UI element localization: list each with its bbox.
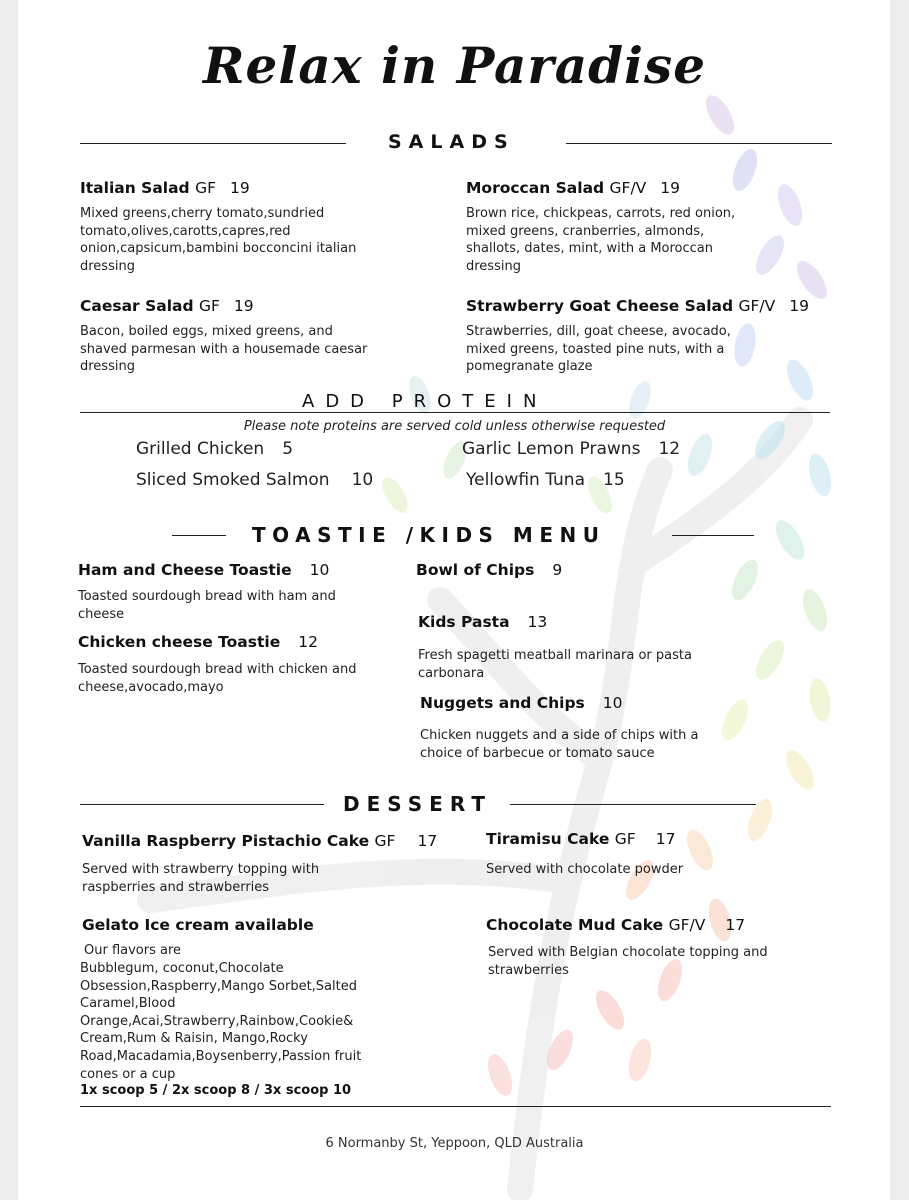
footer-address: 6 Normanby St, Yeppoon, QLD Australia [325,1136,584,1151]
protein-item: Garlic Lemon Prawns 12 [462,439,681,459]
menu-item-description: Fresh spagetti meatball marinara or pasta carbonara [418,648,692,681]
menu-item-description: Mixed greens,cherry tomato,sundried tomato,olives,carotts,capres,red onion,capsicum,bambini bocconcini italian dressing [80,206,357,274]
gelato-intro: Our flavors are [84,943,182,958]
divider-line [172,535,226,536]
menu-item-description: Toasted sourdough bread with ham and cheese [78,589,336,622]
menu-item-name: Chocolate Mud Cake GF/V 17 [486,916,746,934]
divider-line [566,143,832,144]
toastie-kids-heading: TOASTIE /KIDS MENU [252,523,606,547]
gelato-heading: Gelato Ice cream available [82,916,314,934]
menu-item-name: Kids Pasta 13 [418,613,548,631]
menu-item-name: Bowl of Chips 9 [416,561,563,579]
gelato-scoop-prices: 1x scoop 5 / 2x scoop 8 / 3x scoop 10 [80,1083,352,1098]
divider-line [510,804,756,805]
gelato-flavors: Bubblegum, coconut,Chocolate Obsession,Raspberry,Mango Sorbet,Salted Caramel,Blood Orange,Acai,Strawberry,Rainbow,Cookie& Cream,Rum & Raisin, Mango,Rocky Road,Macadamia,Boysenberry,Passion fruit cones or a cup [80,961,362,1082]
menu-item-name: Italian Salad GF 19 [80,179,250,197]
divider-line [80,412,830,413]
menu-item-description: Served with strawberry topping with raspberries and strawberries [82,862,320,895]
divider-line [80,1106,831,1107]
divider-line [672,535,754,536]
menu-item-description: Bacon, boiled eggs, mixed greens, and shaved parmesan with a housemade caesar dressing [80,324,368,375]
protein-note: Please note proteins are served cold unless otherwise requested [243,419,666,434]
menu-title: Relax in Paradise [202,36,707,95]
menu-item-name: Caesar Salad GF 19 [80,297,254,315]
protein-item: Sliced Smoked Salmon 10 [136,470,374,490]
menu-item-name: Strawberry Goat Cheese Salad GF/V 19 [466,297,809,315]
menu-item-name: Tiramisu Cake GF 17 [486,830,676,848]
menu-item-name: Ham and Cheese Toastie 10 [78,561,330,579]
menu-item-name: Moroccan Salad GF/V 19 [466,179,681,197]
protein-item: Yellowfin Tuna 15 [466,470,625,490]
protein-item: Grilled Chicken 5 [136,439,294,459]
menu-item-description: Brown rice, chickpeas, carrots, red onion, mixed greens, cranberries, almonds, shallots, dates, mint, with a Moroccan dressing [466,206,736,274]
add-protein-heading: ADD PROTEIN [302,391,548,412]
menu-item-description: Chicken nuggets and a side of chips with a choice of barbecue or tomato sauce [420,728,699,761]
menu-item-description: Toasted sourdough bread with chicken and cheese,avocado,mayo [78,662,357,695]
salads-heading: SALADS [388,131,515,153]
menu-item-description: Served with Belgian chocolate topping and strawberries [488,945,768,978]
divider-line [80,143,346,144]
divider-line [80,804,324,805]
menu-item-description: Served with chocolate powder [486,862,684,877]
dessert-heading: DESSERT [343,792,492,816]
menu-item-name: Chicken cheese Toastie 12 [78,633,318,651]
menu-item-description: Strawberries, dill, goat cheese, avocado, mixed greens, toasted pine nuts, with a pomegranate glaze [466,324,731,375]
menu-item-name: Vanilla Raspberry Pistachio Cake GF 17 [82,832,438,850]
menu-item-name: Nuggets and Chips 10 [420,694,623,712]
